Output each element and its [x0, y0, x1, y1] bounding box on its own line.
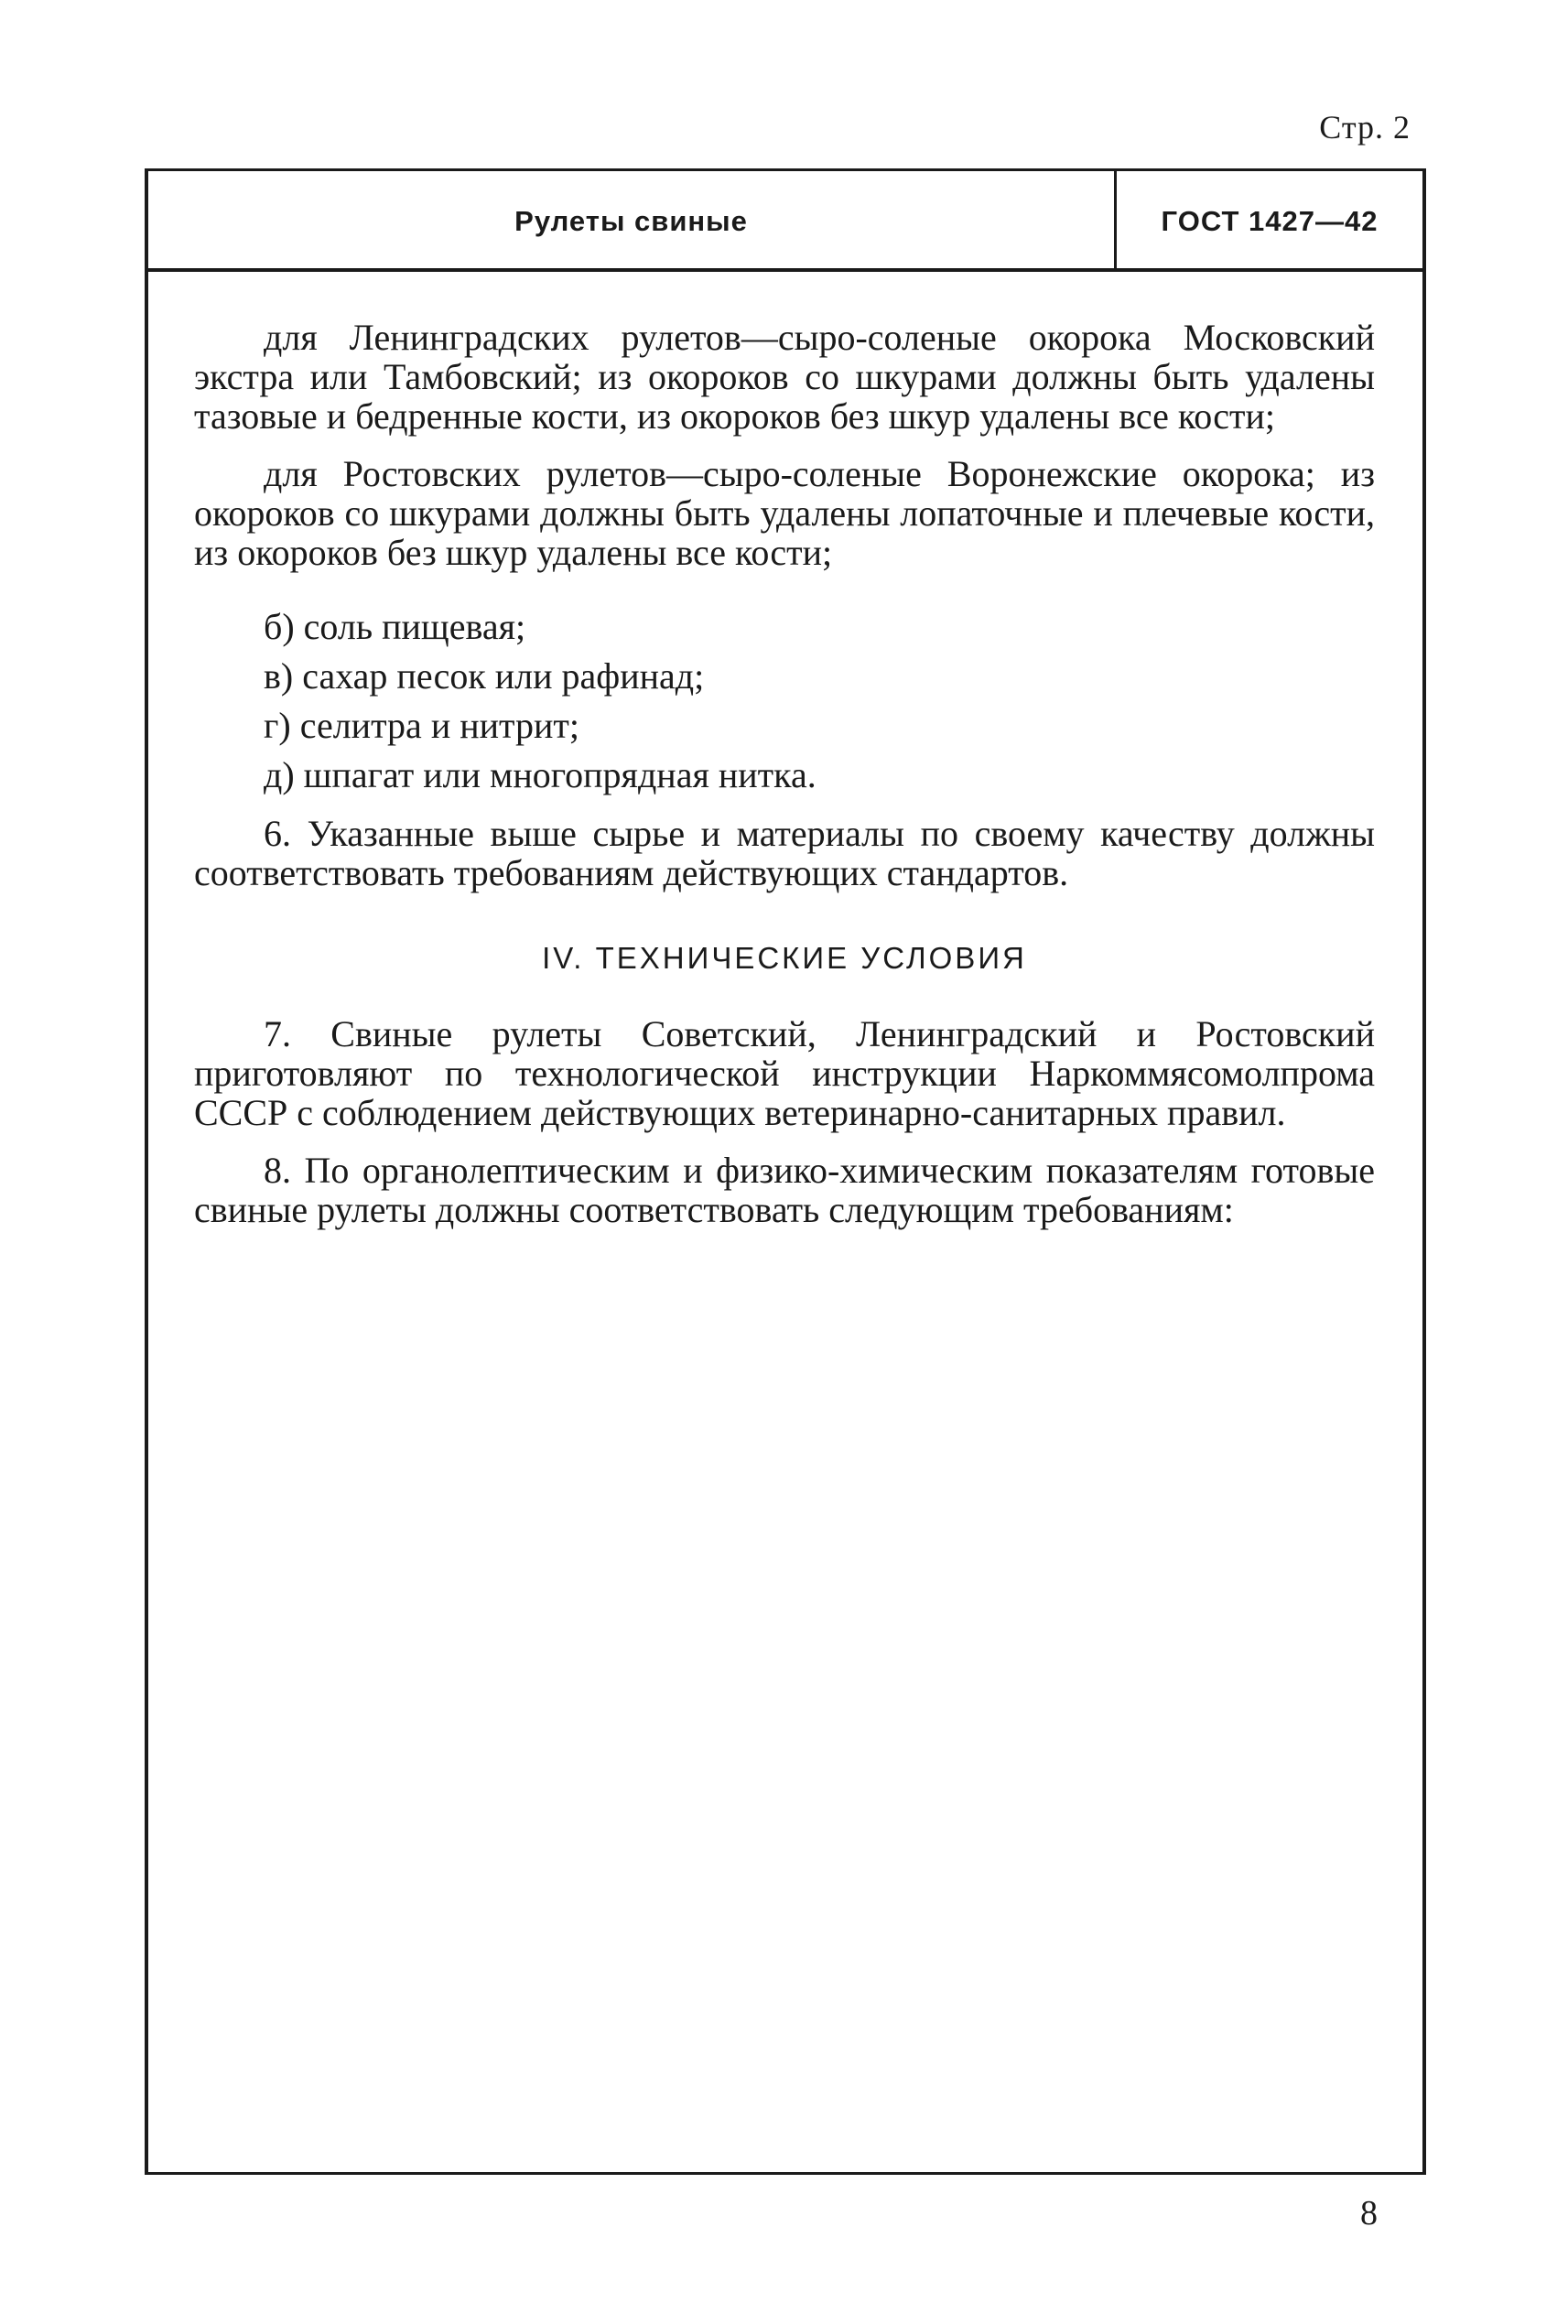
page-frame: [145, 168, 1426, 2175]
section-title: IV. ТЕХНИЧЕСКИЕ УСЛОВИЯ: [542, 941, 1027, 975]
paragraph-7: 7. Свиные рулеты Советский, Ленинградский и Ростовский приготовляют по технологической инструкции Наркоммясомолпрома СССР с соблюдением действующих ветеринарно-санитарных правил.: [194, 1013, 1375, 1133]
paragraph-8: 8. По органолептическим и физико-химическим показателям готовые свиные рулеты должны соответствовать следующим требованиям:: [194, 1150, 1375, 1230]
header-title: Рулеты свиные: [148, 171, 1117, 268]
paragraph-6: 6. Указанные выше сырье и материалы по своему качеству должны соответствовать требованиям действующих стандартов.: [194, 813, 1375, 893]
standard-code: ГОСТ 1427—42: [1161, 205, 1379, 237]
document-body: [194, 318, 1375, 1248]
list-item: в) сахар песок или рафинад;: [264, 655, 705, 697]
list-item: б) соль пищевая;: [264, 606, 526, 647]
page-number: 8: [1360, 2194, 1378, 2232]
materials-list: [194, 607, 1375, 795]
paragraph-leningrad: для Ленинградских рулетов—сыро-соленые окорока Московский экстра или Тамбовский; из окороков со шкурами должны быть удалены тазовые и бедренные кости, из окороков без шкур удалены все кости;: [194, 317, 1375, 437]
list-item: д) шпагат или многопрядная нитка.: [264, 754, 816, 795]
running-header: [148, 171, 1422, 272]
paragraph-rostov: для Ростовских рулетов—сыро-соленые Воронежские окорока; из окороков со шкурами должны быть удалены лопаточные и плечевые кости, из окороков без шкур удалены все кости;: [194, 453, 1375, 573]
list-item: г) селитра и нитрит;: [264, 705, 579, 746]
page-label: Стр. 2: [1319, 109, 1411, 146]
